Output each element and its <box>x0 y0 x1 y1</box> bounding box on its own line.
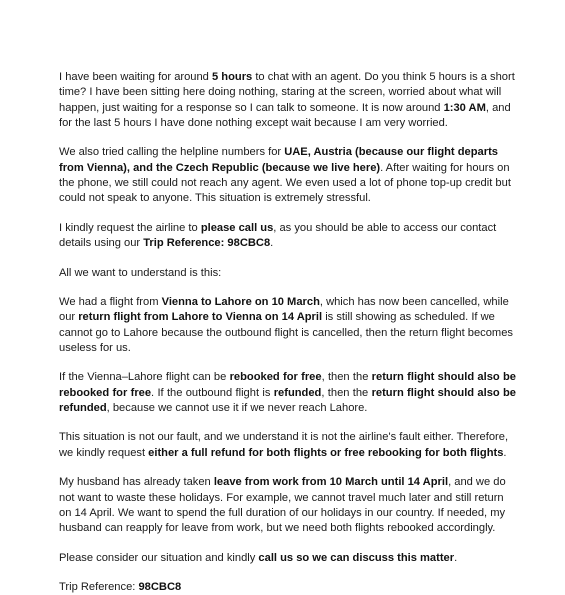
bold-text-run: UAE, Austria (because our flight departs from Vienna), and the Czech Republic (because we live here) <box>59 146 498 174</box>
bold-text-run: either a full refund for both flights or free rebooking for both flights <box>148 446 504 459</box>
paragraph-p4 <box>59 266 516 281</box>
text-run: , then the <box>321 386 372 399</box>
text-run: I kindly request the airline to <box>59 221 201 234</box>
text-run: , which has now been cancelled, while our <box>59 296 509 324</box>
bold-text-run: please call us <box>200 221 274 234</box>
bold-text-run: return flight should also be refunded <box>59 386 516 414</box>
text-run: My husband has already taken <box>59 476 214 489</box>
paragraph-p9 <box>59 551 516 566</box>
text-run: . <box>454 551 458 564</box>
bold-text-run: 5 hours <box>211 71 253 83</box>
bold-text-run: Vienna to Lahore on 10 March <box>161 296 320 309</box>
bold-text-run: 1:30 AM <box>443 101 486 114</box>
document-body <box>59 70 516 595</box>
text-run: . After waiting for hours on the phone, we still could not reach any agent. We even used a lot of phone top-up credit but could not speak to anyone. This situation is extremely stressful. <box>59 161 511 205</box>
paragraph-p7 <box>59 430 516 461</box>
paragraph-p1 <box>59 70 516 131</box>
paragraph-p6 <box>59 370 516 416</box>
text-run: . If the outbound flight is <box>151 386 274 399</box>
paragraph-p3 <box>59 221 516 252</box>
paragraph-p2 <box>59 145 516 206</box>
bold-text-run: call us so we can discuss this matter <box>258 551 455 564</box>
bold-text-run: return flight should also be rebooked for free <box>59 371 516 399</box>
text-run: Trip Reference: <box>59 581 139 594</box>
text-run: , then the <box>321 371 372 384</box>
bold-text-run: rebooked for free <box>229 371 322 384</box>
text-run: to chat with an agent. Do you think 5 hours is a short time? I have been sitting here doing nothing, staring at the screen, worried about what will happen, just waiting for a response so I can talk to someone. It is now around <box>59 71 515 114</box>
text-run: , and for the last 5 hours I have done nothing except wait because I am very worried. <box>59 101 511 129</box>
text-run: All we want to understand is this: <box>59 266 222 279</box>
text-run: This situation is not our fault, and we understand it is not the airline's fault either. Therefore, we kindly request <box>59 431 509 459</box>
text-run: We had a flight from <box>59 296 162 309</box>
text-run: . <box>503 446 507 459</box>
text-run: , and we do not want to waste these holidays. For example, we cannot travel much later and still return on 14 April. We want to spend the full duration of our holidays in our country. If needed, my husband can reapply for leave from work, but we need both flights rebooked accordingly. <box>59 476 506 535</box>
text-run: Please consider our situation and kindly <box>59 551 259 564</box>
bold-text-run: Trip Reference: 98CBC8 <box>143 237 271 250</box>
bold-text-run: return flight from Lahore to Vienna on 14 April <box>78 311 323 324</box>
text-run: , because we cannot use it if we never reach Lahore. <box>106 401 368 414</box>
paragraph-p5 <box>59 295 516 356</box>
text-run: I have been waiting for around <box>59 71 212 83</box>
text-run: . <box>270 237 274 250</box>
paragraph-p10 <box>59 580 516 595</box>
text-run: , as you should be able to access our contact details using our <box>59 221 497 250</box>
text-run: is still showing as scheduled. If we cannot go to Lahore because the outbound flight is cancelled, then the return flight becomes useless for us. <box>59 311 513 354</box>
bold-text-run: refunded <box>273 386 322 399</box>
text-run: If the Vienna–Lahore flight can be <box>59 371 230 384</box>
text-run: We also tried calling the helpline numbers for <box>59 146 285 159</box>
bold-text-run: 98CBC8 <box>138 581 182 594</box>
paragraph-p8 <box>59 475 516 536</box>
bold-text-run: leave from work from 10 March until 14 April <box>213 476 449 489</box>
